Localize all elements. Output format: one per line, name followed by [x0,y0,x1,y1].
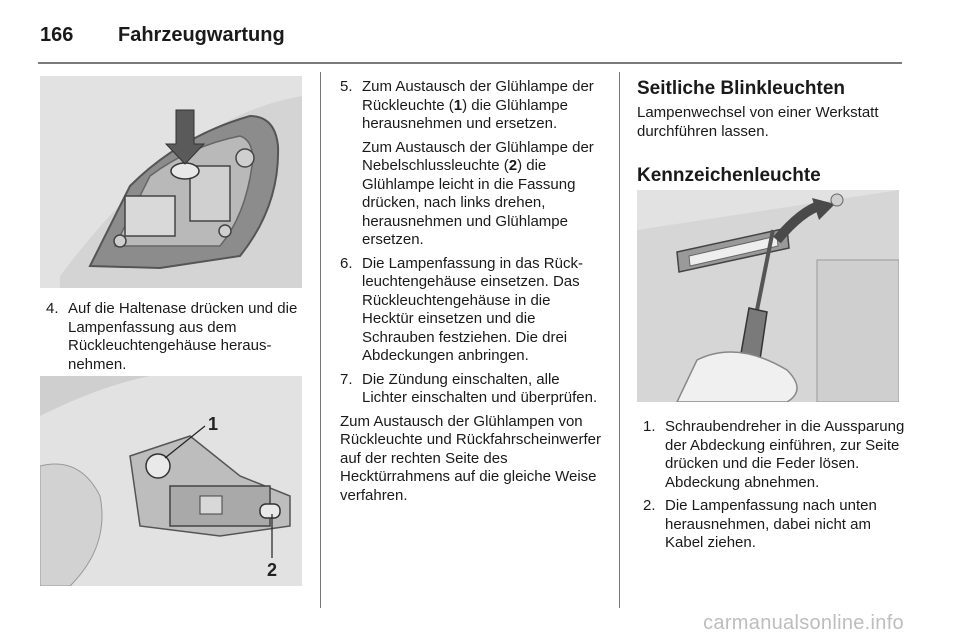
figure-license-plate-light [637,190,899,402]
figure-tail-light-holder [40,76,302,288]
step-number: 7. [340,370,353,388]
right-column-text [637,78,905,187]
callout-ref: 2 [508,157,518,174]
left-column-text [46,300,298,379]
closing-paragraph: Zum Austausch der Glühlampen von Rückleuchte und Rückfahrscheinwerfer auf der rechten Seite des Hecktürrahmens auf die gleiche Weise verfahren. [340,412,601,504]
column-divider-right [619,72,620,608]
step-5-subparagraph [340,139,604,250]
step-number: 1. [643,418,656,435]
step-text: Schraubendreher in die Aussparung der Abdeckung einführen, zur Seite drücken und die Feder lösen. Abdeckung abnehmen. [665,418,905,491]
callout-label-2: 2 [267,560,278,580]
column-divider-left [320,72,321,608]
step-list [340,255,604,408]
page-number: 166 [40,23,74,46]
step-7 [340,371,604,408]
illustration-bulb-holder [40,376,302,586]
step-list [46,300,298,374]
step-5 [340,78,604,134]
right-steps-text [643,418,905,558]
step-text: Zum Austausch der Glühlampe der Rückleuchte ( [362,78,594,114]
step-text: ) die Glühlampe herausnehmen und ersetzen. [362,96,568,132]
header-rule [38,62,902,64]
step-text: Die Zündung einschalten, alle Lichter einschalten und überprüfen. [362,370,598,406]
side-indicator-paragraph: Lampenwechsel von einer Werkstatt durchführen lassen. [637,104,879,140]
section-heading-license-plate-light: Kennzeichenleuchte [637,165,821,186]
illustration-screwdriver [637,190,899,402]
step-list [643,418,905,553]
step-6 [340,255,604,366]
step-2 [643,497,905,553]
step-number: 5. [340,78,353,95]
step-text: ) die Glühlampe leicht in die Fassung drücken, nach links drehen, herausnehmen und Glühlampe ersetzen. [362,157,576,248]
chapter-title: Fahrzeugwartung [118,23,285,46]
step-text: Die Lampenfassung in das Rückleuchtengehäuse einsetzen. Das Rückleuchtengehäuse in die Hecktür einsetzen und die Schrauben festziehen. Die drei Abdeckungen anbringen. [362,254,583,364]
step-text: Die Lampenfassung nach unten herausnehmen, dabei nicht am Kabel ziehen. [665,497,877,551]
step-text: Zum Austausch der Glühlampe der Nebelschlussleuchte ( [362,138,594,174]
step-1 [643,418,905,492]
figure-bulb-holder [40,376,302,586]
callout-ref: 1 [453,96,463,114]
step-number: 2. [643,497,656,514]
middle-column-text [340,78,604,505]
step-number: 4. [46,300,59,317]
step-4 [46,300,298,374]
step-list [340,78,604,134]
step-text: Auf die Haltenase drücken und die Lampenfassung aus dem Rückleuchtengehäuse herausnehmen. [68,300,298,373]
step-number: 6. [340,254,353,272]
watermark: carmanualsonline.info [703,612,904,634]
page-header [40,20,285,50]
callout-label-1: 1 [208,414,219,434]
section-heading-side-indicators: Seitliche Blinkleuchten [637,78,845,99]
illustration-tail-light [40,76,302,288]
